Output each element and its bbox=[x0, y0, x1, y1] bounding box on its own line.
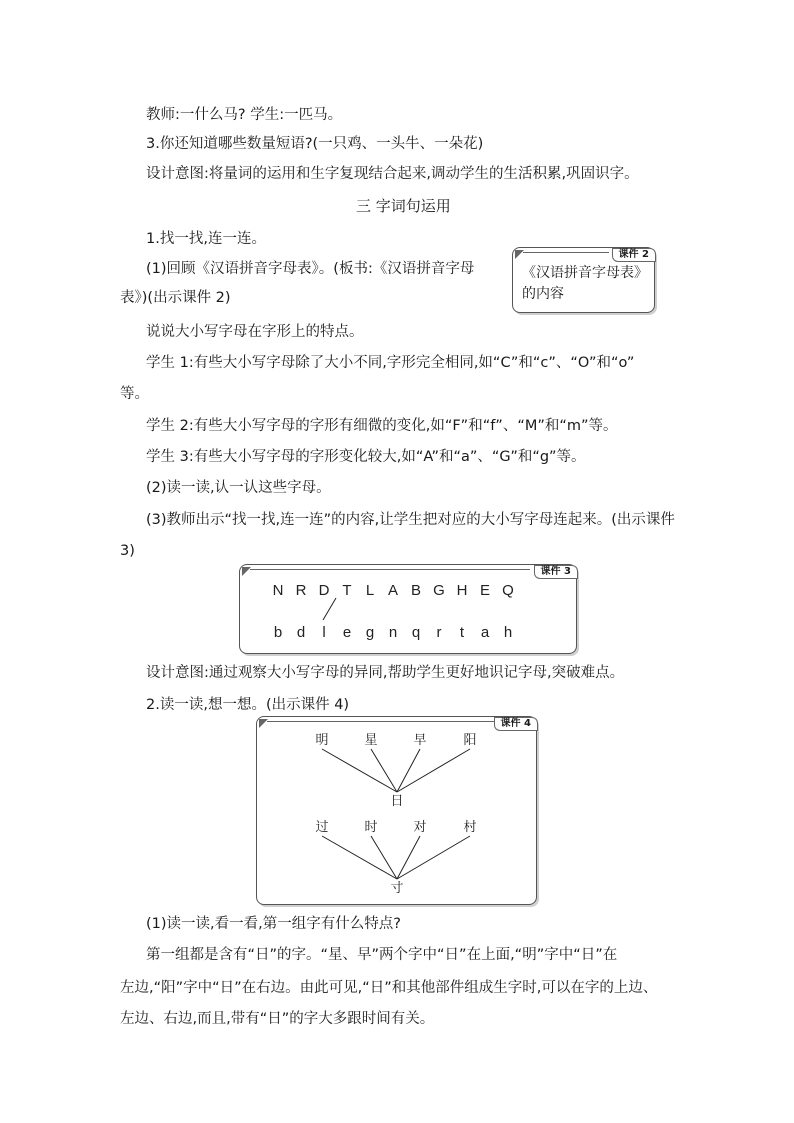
text-line: (1)读一读,看一看,第一组字有什么特点? bbox=[146, 916, 401, 932]
text-line: 教师:一什么马? 学生:一匹马。 bbox=[146, 107, 343, 123]
text-line: (1)回顾《汉语拼音字母表》。(板书:《汉语拼音字母 bbox=[146, 261, 475, 277]
group1-character: 明 bbox=[315, 733, 329, 748]
lowercase-letter: q bbox=[411, 624, 421, 641]
kejian4-box bbox=[256, 716, 537, 905]
match-line bbox=[323, 598, 336, 620]
lowercase-letter: e bbox=[342, 624, 352, 641]
letter-matching-figure bbox=[240, 565, 574, 651]
text-line: 等。 bbox=[120, 386, 149, 402]
lowercase-letter: t bbox=[459, 624, 465, 641]
kejian3-tag: 课件 3 bbox=[534, 565, 578, 579]
connector-line bbox=[371, 749, 397, 792]
uppercase-letter: G bbox=[433, 582, 445, 599]
uppercase-letter: B bbox=[410, 582, 422, 599]
text-line: 第一组都是含有“日”的字。“星、早”两个字中“日”在上面,“明”字中“日”在 bbox=[146, 947, 618, 963]
group1-character: 星 bbox=[364, 733, 378, 748]
kejian3-box bbox=[239, 564, 577, 654]
lowercase-letter: b bbox=[273, 624, 283, 641]
text-line: 左边、右边,而且,带有“日”的字大多跟时间有关。 bbox=[120, 1011, 435, 1027]
text-line: 学生 3:有些大小写字母的字形变化较大,如“A”和“a”、“G”和“g”等。 bbox=[146, 449, 586, 465]
lowercase-letter: l bbox=[322, 624, 326, 641]
uppercase-letter: A bbox=[387, 582, 399, 599]
group2-character: 过 bbox=[315, 820, 329, 835]
group2-character: 对 bbox=[413, 820, 427, 835]
connector-line bbox=[322, 836, 397, 879]
lowercase-letter: h bbox=[503, 624, 513, 641]
section-heading: 三 字词句运用 bbox=[356, 197, 451, 215]
kejian2-box bbox=[512, 247, 655, 313]
character-grouping-figure bbox=[257, 717, 534, 902]
uppercase-letter: L bbox=[365, 582, 375, 599]
kejian2-text1: 《汉语拼音字母表》 bbox=[522, 265, 648, 281]
text-line: 学生 1:有些大小写字母除了大小不同,字形完全相同,如“C”和“c”、“O”和“o” bbox=[146, 355, 635, 371]
text-line: 3.你还知道哪些数量短语?(一只鸡、一头牛、一朵花) bbox=[146, 136, 484, 152]
lowercase-letter: d bbox=[296, 624, 306, 641]
text-line: (2)读一读,认一认这些字母。 bbox=[146, 480, 331, 496]
text-line: 3) bbox=[120, 543, 135, 559]
kejian4-tag: 课件 4 bbox=[494, 717, 538, 731]
uppercase-letter: T bbox=[342, 582, 352, 599]
uppercase-letter: N bbox=[272, 582, 284, 599]
connector-line bbox=[371, 836, 397, 879]
text-line: 说说大小写字母在字形上的特点。 bbox=[146, 324, 364, 340]
group1-character: 阳 bbox=[463, 733, 477, 748]
uppercase-letter: R bbox=[295, 582, 307, 599]
group2-character: 村 bbox=[463, 820, 477, 835]
group2-shared-component: 寸 bbox=[390, 881, 404, 896]
kejian2-text2: 的内容 bbox=[522, 286, 564, 302]
text-line: 学生 2:有些大小写字母的字形有细微的变化,如“F”和“f”、“M”和“m”等。 bbox=[146, 418, 618, 434]
text-line: 表》)(出示课件 2) bbox=[120, 290, 231, 306]
group1-shared-component: 日 bbox=[390, 794, 404, 809]
lowercase-letter: n bbox=[388, 624, 398, 641]
text-line: 设计意图:通过观察大小写字母的异同,帮助学生更好地识记字母,突破难点。 bbox=[146, 665, 625, 681]
text-line: 设计意图:将量词的运用和生字复现结合起来,调动学生的生活积累,巩固识字。 bbox=[146, 166, 639, 182]
uppercase-letter: E bbox=[479, 582, 491, 599]
lowercase-letter: g bbox=[365, 624, 375, 641]
text-line: 1.找一找,连一连。 bbox=[146, 231, 266, 247]
text-line: 左边,“阳”字中“日”在右边。由此可见,“日”和其他部件组成生字时,可以在字的上边、 bbox=[120, 980, 658, 996]
group2-character: 时 bbox=[364, 820, 378, 835]
uppercase-letter: Q bbox=[502, 582, 514, 599]
uppercase-letter: D bbox=[318, 582, 330, 599]
text-line: 2.读一读,想一想。(出示课件 4) bbox=[146, 697, 350, 713]
lowercase-letter: a bbox=[480, 624, 490, 641]
lowercase-letter: r bbox=[436, 624, 442, 641]
kejian2-tag: 课件 2 bbox=[612, 248, 656, 262]
tag-line bbox=[523, 252, 609, 253]
connector-line bbox=[322, 749, 397, 792]
group1-character: 早 bbox=[413, 733, 427, 748]
uppercase-letter: H bbox=[456, 582, 468, 599]
text-line: (3)教师出示“找一找,连一连”的内容,让学生把对应的大小写字母连起来。(出示课件 bbox=[146, 512, 675, 528]
